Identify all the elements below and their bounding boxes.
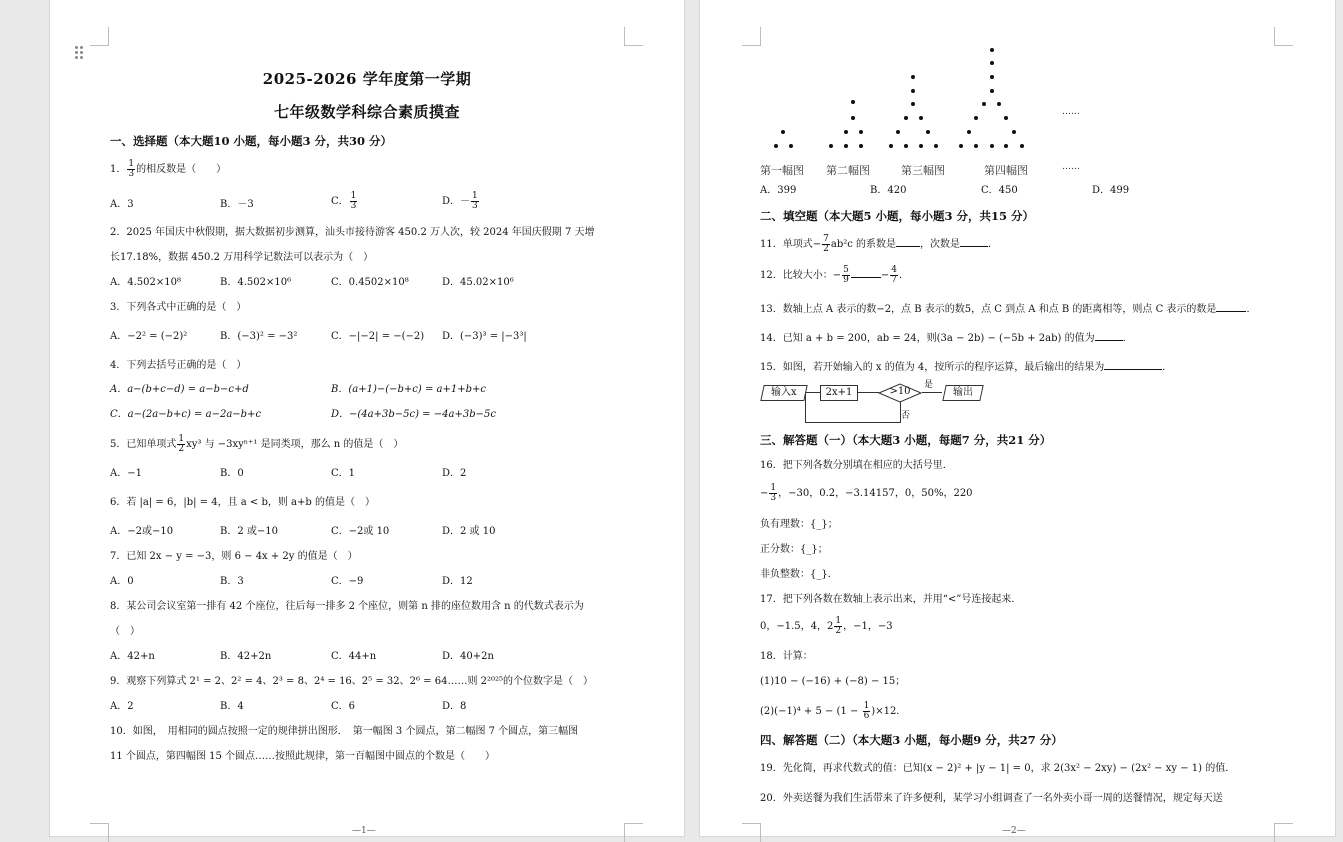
figure-label-1: 第一幅图 — [760, 164, 804, 177]
option-d: D．2 — [442, 468, 467, 479]
question-4: 4．下列去括号正确的是（ ） — [110, 360, 247, 371]
question-16: 16．把下列各数分别填在相应的大括号里． — [760, 460, 953, 471]
ellipsis: …… — [1062, 107, 1080, 117]
option-c: C．a−(2a−b+c) = a−2a−b+c — [110, 409, 262, 420]
question-5: 5．已知单项式 $\frac{1}{2}$ xy³ 与 −3xyⁿ⁺¹ 是同类项，那么 n 的值是（ ） — [110, 434, 404, 454]
document-subtitle: 七年级数学科综合素质摸查 — [273, 103, 460, 121]
question-19: 19．先化简，再求代数式的值：已知(x − 2)² + |y − 1| = 0，求 2(3x² − 2xy) − (2x² − xy − 1) 的值． — [760, 763, 1236, 774]
option-b: B．4.502×10⁶ — [220, 277, 292, 288]
page-number: —1— — [352, 826, 376, 836]
answer-blank[interactable] — [1095, 330, 1123, 341]
option-c: C．−|−2| = −(−2) — [331, 331, 425, 342]
question-18-part-2: (2)(−1)⁴ + 5 − (1 − $\frac{1}{6}$ )×12． — [760, 701, 907, 721]
section-heading-1: 一、选择题（本大题10 小题，每小题3 分，共30 分） — [110, 134, 393, 148]
figure-label-2: 第二幅图 — [826, 164, 870, 177]
flowchart-yes-label: 是 — [924, 380, 934, 390]
option-a: A．2 — [110, 701, 134, 712]
option-b: B．4 — [220, 701, 244, 712]
question-7: 7．已知 2x − y = −3，则 6 − 4x + 2y 的值是（ ） — [110, 551, 358, 562]
section-heading-3: 三、解答题（一）（本大题3 小题，每题7 分，共21 分） — [760, 433, 1052, 447]
margin-corner-mark — [90, 823, 109, 842]
option-b: B．420 — [870, 185, 907, 196]
figure-label-ellipsis: …… — [1062, 162, 1080, 172]
option-c: C．0.4502×10⁸ — [331, 277, 409, 288]
document-title: 2025-2026 学年度第一学期 — [262, 70, 472, 88]
flowchart-process: 2x+1 — [820, 385, 858, 401]
question-2: 2．2025 年国庆中秋假期，据大数据初步测算，汕头市接待游客 450.2 万人次，较 2024 年国庆假期 7 天增 — [110, 227, 595, 238]
option-b: B．2 或−10 — [220, 526, 278, 537]
question-20: 20．外卖送餐为我们生活带来了许多便利，某学习小组调查了一名外卖小哥一周的送餐情况，规定每天送 — [760, 793, 1223, 804]
margin-corner-mark — [1274, 823, 1293, 842]
question-13: 13．数轴上点 A 表示的数−2，点 B 表示的数5，点 C 到点 A 和点 B 的距离相等，则点 C 表示的数是 ． — [760, 301, 1256, 317]
margin-corner-mark — [742, 27, 761, 46]
option-a: A．−2² = (−2)² — [110, 331, 188, 342]
option-b: B．42+2n — [220, 651, 272, 662]
flowchart-no-label: 否 — [901, 411, 911, 421]
option-d: D．2 或 10 — [442, 526, 496, 537]
option-a: A．42+n — [110, 651, 155, 662]
option-b: B．(−3)² = −3² — [220, 331, 298, 342]
option-d: D．(−3)³ = |−3³| — [442, 331, 527, 342]
option-c: C．44+n — [331, 651, 377, 662]
question-18-part-1: (1)10 − (−16) + (−8) − 15； — [760, 676, 906, 687]
option-b: B．－3 — [220, 199, 254, 210]
question-10: 10．如图， 用相同的圆点按照一定的规律拼出图形． 第一幅图 3 个圆点，第二幅图 7 个圆点，第三幅图 — [110, 726, 579, 737]
non-negative-integer-set: 非负整数：{_}． — [760, 569, 838, 580]
option-c: C．6 — [331, 701, 356, 712]
option-a: A．4.502×10⁸ — [110, 277, 181, 288]
margin-corner-mark — [742, 823, 761, 842]
margin-corner-mark — [624, 823, 643, 842]
option-b: B．(a+1)−(−b+c) = a+1+b+c — [331, 384, 486, 395]
flowchart-input: 输入x — [760, 385, 807, 401]
question-17: 17．把下列各数在数轴上表示出来，并用“<”号连接起来． — [760, 594, 1022, 605]
figure-label-3: 第三幅图 — [901, 164, 945, 177]
option-a: A．−1 — [110, 468, 142, 479]
option-a: A．3 — [110, 199, 134, 210]
section-heading-2: 二、填空题（本大题5 小题，每小题3 分，共15 分） — [760, 209, 1035, 223]
answer-blank[interactable] — [851, 267, 881, 278]
question-2-cont: 长17.18%，数据 450.2 万用科学记数法可以表示为（ ） — [110, 252, 374, 263]
question-6: 6．若 |a| = 6，|b| = 4，且 a < b，则 a+b 的值是（ ） — [110, 497, 375, 508]
margin-corner-mark — [624, 27, 643, 46]
question-14: 14．已知 a + b = 200，ab = 24，则(3a − 2b) − (−5b + 2ab) 的值为 ． — [760, 330, 1133, 346]
option-d: D．499 — [1092, 185, 1130, 196]
option-c: C．−2或 10 — [331, 526, 390, 537]
section-heading-4: 四、解答题（二）（本大题3 小题，每小题9 分，共27 分） — [760, 733, 1063, 747]
option-a: A．0 — [110, 576, 134, 587]
option-b: B．0 — [220, 468, 244, 479]
option-c: C．1 — [331, 468, 356, 479]
fraction: $\frac{1}{3}$ — [128, 159, 135, 179]
question-1: 1． $\frac{1}{3}$ 的相反数是（ ） — [110, 159, 227, 179]
question-15: 15．如图，若开始输入的 x 的值为 4，按所示的程序运算，最后输出的结果为 ． — [760, 359, 1172, 375]
flowchart-output: 输出 — [942, 385, 983, 401]
option-c: C．450 — [981, 185, 1018, 196]
option-c: C． $\frac{1}{3}$ — [331, 191, 357, 211]
option-d: D．－ $\frac{1}{3}$ — [442, 191, 478, 211]
question-18: 18．计算： — [760, 651, 813, 662]
question-8: 8．某公司会议室第一排有 42 个座位，往后每一排多 2 个座位，则第 n 排的座位数用含 n 的代数式表示为 — [110, 601, 584, 612]
page-number: —2— — [1002, 826, 1026, 836]
document-page-2: …… 第一幅图 第二幅图 第三幅图 第四幅图 …… A．399 B．420 C．450 D．499 二、填空题（本大题5 小题，每小题3 分，共15 分） 11．单项式− $\frac{7}{2}$ ab²c 的系数是 ，次数是 ． 12．比较大小：− $\frac{5}{9}$ − $\frac{4}{7}$ ． 13．数轴上点 A 表示的数−2，点 B 表示的数5，点 C 到点 A 和点 B 的距离相等，则点 C 表示的数是 ． 14．已知 a + b = 200，ab = 24，则(3a − 2b) − (−5b + 2ab) 的值为 ． 15．如图，若开始输入的 x 的值为 4，按所示的程序运算，最后输出的结果为 ． 输入x 2x+1 >10 是 输出 否 三、解答题（一）（本大题3 小题，每题7 分，共21 分） 16．把下列各数分别填在相应的大括号里． − $\frac{1}{3}$ ，−30，0.2̇，−3.14157，0，50%，220 负有理数：{_}； 正分数：{_}； 非负整数：{_}． 17．把下列各数在数轴上表示出来，并用“<”号连接起来． 0，−1.5，4，2 $\frac{1}{2}$ ，−1，−3 18．计算： (1)10 − (−16) + (−8) − 15； (2)(−1)⁴ + 5 − (1 − $\frac{1}{6}$ )×12． 四、解答题（二）（本大题3 小题，每小题9 分，共27 分） 19．先化简，再求代数式的值：已知(x − 2)² + |y − 1| = 0，求 2(3x² − 2xy) − (2x² − xy − 1) 的值． 20．外卖送餐为我们生活带来了许多便利，某学习小组调查了一名外卖小哥一周的送餐情况，规定每天送 —2— — [700, 0, 1335, 836]
option-a: A．a−(b+c−d) = a−b−c+d — [110, 384, 249, 395]
negative-rational-set: 负有理数：{_}； — [760, 519, 838, 530]
document-page-1 — [50, 0, 684, 836]
answer-blank[interactable] — [896, 236, 920, 247]
option-d: D．−(4a+3b−5c) = −4a+3b−5c — [331, 409, 496, 420]
option-d: D．12 — [442, 576, 473, 587]
answer-blank[interactable] — [1104, 359, 1162, 370]
answer-blank[interactable] — [960, 236, 988, 247]
option-c: C．−9 — [331, 576, 364, 587]
option-d: D．40+2n — [442, 651, 494, 662]
option-d: D．45.02×10⁶ — [442, 277, 514, 288]
option-d: D．8 — [442, 701, 467, 712]
question-16-numbers: − $\frac{1}{3}$ ，−30，0.2̇，−3.14157，0，50%，220 — [760, 483, 973, 503]
question-9: 9．观察下列算式 2¹ = 2、2² = 4、2³ = 8、2⁴ = 16、2⁵ = 32、2⁶ = 64……则 2²⁰²⁵的个位数字是（ ） — [110, 676, 594, 687]
margin-corner-mark — [1274, 27, 1293, 46]
option-a: A．399 — [760, 185, 797, 196]
figure-label-4: 第四幅图 — [984, 164, 1028, 177]
option-b: B．3 — [220, 576, 244, 587]
option-a: A．−2或−10 — [110, 526, 174, 537]
question-10-cont: 11 个圆点，第四幅图 15 个圆点……按照此规律，第一百幅图中圆点的个数是（ ） — [110, 751, 495, 762]
margin-corner-mark — [90, 27, 109, 46]
drag-handle-icon[interactable] — [75, 46, 84, 60]
question-11: 11．单项式− $\frac{7}{2}$ ab²c 的系数是 ，次数是 ． — [760, 234, 999, 254]
answer-blank[interactable] — [1216, 301, 1246, 312]
question-12: 12．比较大小：− $\frac{5}{9}$ − $\frac{4}{7}$ ． — [760, 265, 909, 285]
question-8-cont: （ ） — [110, 626, 140, 637]
positive-fraction-set: 正分数：{_}； — [760, 544, 828, 555]
question-17-numbers: 0，−1.5，4，2 $\frac{1}{2}$ ，−1，−3 — [760, 616, 893, 636]
question-3: 3．下列各式中正确的是（ ） — [110, 302, 247, 313]
